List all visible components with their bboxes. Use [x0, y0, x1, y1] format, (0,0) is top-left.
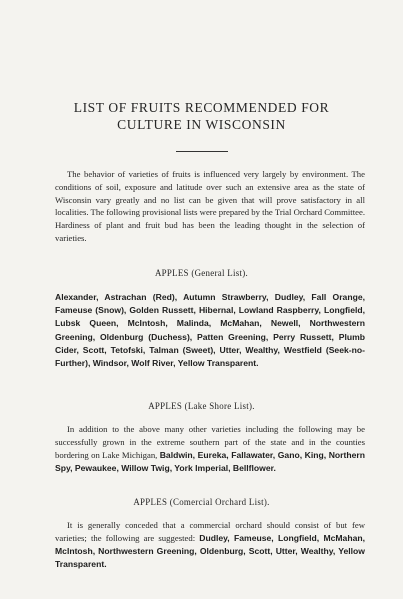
general-list-heading: APPLES (General List).	[154, 268, 249, 278]
title-divider	[176, 151, 228, 152]
lake-shore-varieties: Baldwin, Eureka, Fallawater, Gano, King, Northern Spy, Pewaukee, Willow Twig, York Imperial, Bellflower.	[55, 449, 366, 473]
commercial-varieties: Dudley, Fameuse, Longfield, McMahan, McIntosh, Northwestern Greening, Oldenburg, Scott, Utter, Wealthy, Yellow Transparent.	[55, 532, 365, 570]
lake-shore-list-heading: APPLES (Lake Shore List).	[148, 401, 255, 411]
lake-shore-intro: In addition to the above many other varieties including the following may be successfully grown in the extreme southern part of the state and in the counties bordering on Lake Michigan,	[55, 424, 365, 460]
title-line-1: LIST OF FRUITS RECOMMENDED FOR	[73, 100, 330, 115]
commercial-paragraph	[55, 519, 365, 571]
lake-shore-paragraph	[55, 423, 365, 475]
commercial-intro: It is generally conceded that a commercial orchard should consist of but few varieties; the following are suggested:	[55, 520, 365, 543]
intro-paragraph: The behavior of varieties of fruits is influenced very largely by environment. The conditions of soil, exposure and latitude over such an extensive area as the state of Wisconsin vary greatly and no list can be given that will prove satisfactory in all localities. The following provisional lists were prepared by the Trial Orchard Committee. Hardiness of plant and fruit bud has been the leading thought in the selection of varieties.	[55, 169, 365, 243]
page-title	[40, 99, 363, 133]
general-list-varieties: Alexander, Astrachan (Red), Autumn Strawberry, Dudley, Fall Orange, Fameuse (Snow), Golden Russett, Hibernal, Lowland Raspberry, Longfield, Lubsk Queen, McIntosh, Malinda, McMahan, Newell, Northwestern Greening, Oldenburg (Duchess), Patten Greening, Perry Russett, Plumb Cider, Scott, Tetofski, Talman (Sweet), Utter, Wealthy, Westfield (Seek-no-Further), Windsor, Wolf River, Yellow Transparent.	[55, 292, 365, 369]
title-line-2: CULTURE IN WISCONSIN	[117, 117, 286, 132]
commercial-list-heading: APPLES (Comercial Orchard List).	[133, 497, 270, 507]
